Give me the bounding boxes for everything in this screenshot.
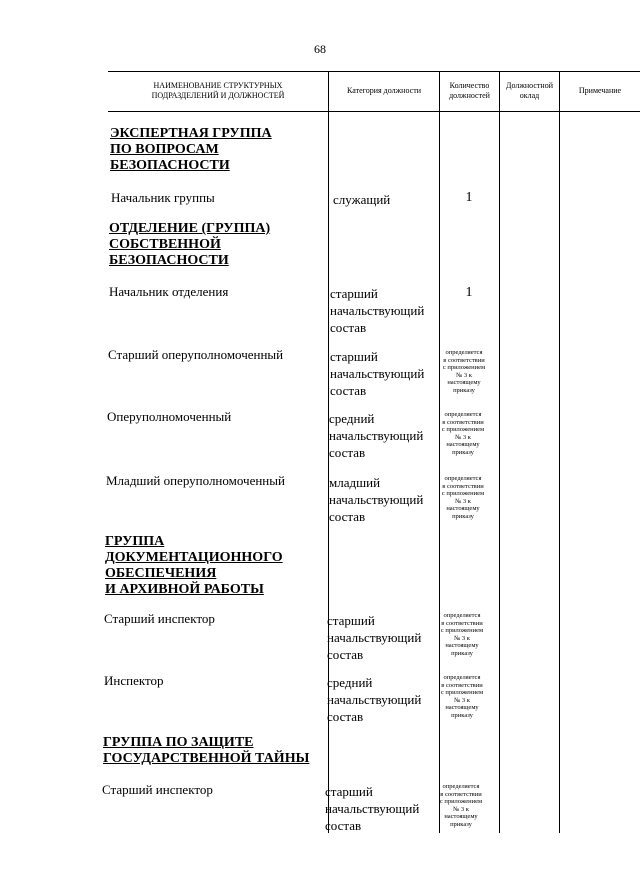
page-number: 68 [314, 42, 326, 56]
position-name: Оперуполномоченный [107, 409, 232, 424]
position-quantity-note: определяется в соответствии с приложением № 3 к настоящему приказу [441, 475, 485, 520]
header-salary: Должностной оклад [506, 81, 553, 100]
position-name: Старший инспектор [102, 782, 213, 797]
section-heading: ОТДЕЛЕНИЕ (ГРУППА) СОБСТВЕННОЙ БЕЗОПАСНОСТИ [109, 221, 271, 268]
position-name: Начальник отделения [109, 284, 229, 299]
position-quantity-note: определяется в соответствии с приложением № 3 к настоящему приказу [440, 674, 484, 719]
position-category: средний начальствующий состав [329, 411, 424, 460]
header-name: НАИМЕНОВАНИЕ СТРУКТУРНЫХ ПОДРАЗДЕЛЕНИЙ И ДОЛЖНОСТЕЙ [151, 81, 285, 100]
position-quantity-note: определяется в соответствии с приложением № 3 к настоящему приказу [439, 783, 483, 828]
section-heading: ГРУППА ДОКУМЕНТАЦИОННОГО ОБЕСПЕЧЕНИЯ И АРХИВНОЙ РАБОТЫ [105, 534, 283, 597]
header-quantity: Количество должностей [449, 81, 490, 100]
col-divider-4 [559, 71, 560, 833]
header-category: Категория должности [347, 86, 421, 95]
position-category: старший начальствующий состав [325, 784, 420, 833]
section-heading: ЭКСПЕРТНАЯ ГРУППА ПО ВОПРОСАМ БЕЗОПАСНОСТИ [110, 126, 272, 173]
position-category: младший начальствующий состав [329, 475, 424, 524]
position-category: старший начальствующий состав [330, 286, 425, 335]
position-category: служащий [333, 192, 391, 207]
position-quantity-note: определяется в соответствии с приложением № 3 к настоящему приказу [442, 349, 486, 394]
position-name: Старший оперуполномоченный [108, 347, 284, 362]
position-quantity: 1 [465, 285, 473, 300]
position-name: Начальник группы [111, 190, 215, 205]
position-quantity-note: определяется в соответствии с приложением № 3 к настоящему приказу [441, 411, 485, 456]
position-category: старший начальствующий состав [330, 349, 425, 398]
section-heading: ГРУППА ПО ЗАЩИТЕ ГОСУДАРСТВЕННОЙ ТАЙНЫ [103, 735, 310, 766]
header-bottom-border [108, 111, 640, 112]
position-category: средний начальствующий состав [327, 675, 422, 724]
position-name: Младший оперуполномоченный [106, 473, 285, 488]
position-quantity: 1 [465, 190, 473, 205]
position-quantity-note: определяется в соответствии с приложением № 3 к настоящему приказу [440, 612, 484, 657]
position-name: Старший инспектор [104, 611, 215, 626]
header-remark: Примечание [578, 86, 622, 95]
col-divider-3 [499, 71, 500, 833]
position-name: Инспектор [104, 673, 164, 688]
position-category: старший начальствующий состав [327, 613, 422, 662]
